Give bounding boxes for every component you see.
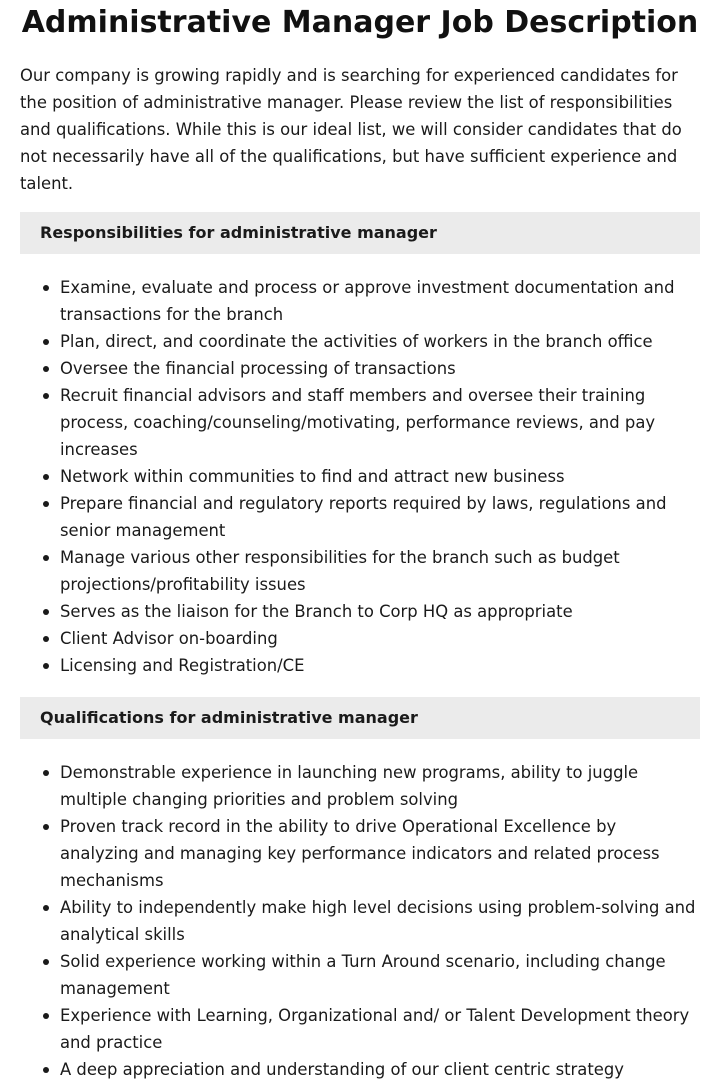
qualifications-list xyxy=(20,759,700,1083)
list-item: Network within communities to find and attract new business xyxy=(60,463,700,490)
list-item: Proven track record in the ability to drive Operational Excellence by analyzing and managing key performance indicators and related process mechanisms xyxy=(60,813,700,894)
list-item: Experience with Learning, Organizational and/ or Talent Development theory and practice xyxy=(60,1002,700,1056)
list-item: Manage various other responsibilities for the branch such as budget projections/profitability issues xyxy=(60,544,700,598)
list-item: Oversee the financial processing of transactions xyxy=(60,355,700,382)
list-item: Recruit financial advisors and staff members and oversee their training process, coaching/counseling/motivating, performance reviews, and pay increases xyxy=(60,382,700,463)
list-item: Licensing and Registration/CE xyxy=(60,652,700,679)
list-item: Solid experience working within a Turn Around scenario, including change management xyxy=(60,948,700,1002)
list-item: A deep appreciation and understanding of our client centric strategy xyxy=(60,1056,700,1083)
responsibilities-list xyxy=(20,274,700,679)
intro-paragraph: Our company is growing rapidly and is searching for experienced candidates for the position of administrative manager. Please review the list of responsibilities and qualifications. While this is our ideal list, we will consider candidates that do not necessarily have all of the qualifications, but have sufficient experience and talent. xyxy=(20,66,682,193)
list-item: Plan, direct, and coordinate the activities of workers in the branch office xyxy=(60,328,700,355)
list-item: Prepare financial and regulatory reports required by laws, regulations and senior management xyxy=(60,490,700,544)
list-item: Client Advisor on-boarding xyxy=(60,625,700,652)
responsibilities-heading: Responsibilities for administrative manager xyxy=(20,212,700,254)
list-item: Demonstrable experience in launching new programs, ability to juggle multiple changing priorities and problem solving xyxy=(60,759,700,813)
list-item: Serves as the liaison for the Branch to Corp HQ as appropriate xyxy=(60,598,700,625)
list-item: Ability to independently make high level decisions using problem-solving and analytical skills xyxy=(60,894,700,948)
qualifications-heading: Qualifications for administrative manager xyxy=(20,697,700,739)
list-item: Examine, evaluate and process or approve investment documentation and transactions for the branch xyxy=(60,274,700,328)
page-title: Administrative Manager Job Description xyxy=(21,5,699,40)
